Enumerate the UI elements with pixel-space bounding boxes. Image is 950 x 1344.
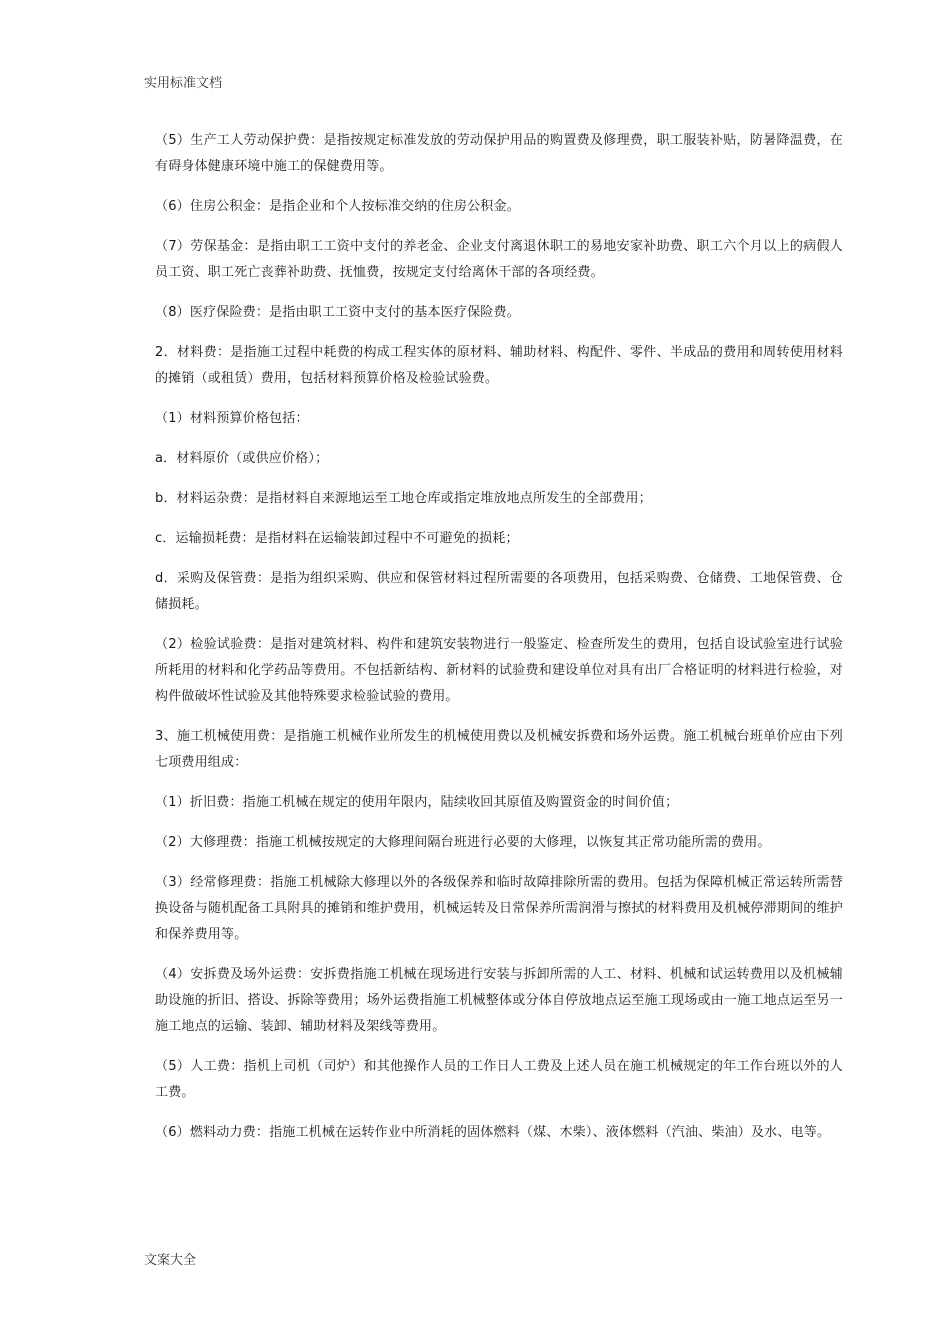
document-body [155, 128, 843, 1160]
paragraph: b．材料运杂费：是指材料自来源地运至工地仓库或指定堆放地点所发生的全部费用； [155, 491, 652, 506]
paragraph: （6）住房公积金：是指企业和个人按标准交纳的住房公积金。 [155, 199, 520, 214]
page-header: 实用标准文档 [144, 76, 223, 91]
paragraph: （3）经常修理费：指施工机械除大修理以外的各级保养和临时故障排除所需的费用。包括为保障机械正常运转所需替换设备与随机配备工具附具的摊销和维护费用，机械运转及日常保养所需润滑与擦拭的材料费用及机械停滞期间的维护和保养费用等。 [155, 875, 843, 942]
paragraph: （1）折旧费：指施工机械在规定的使用年限内，陆续收回其原值及购置资金的时间价值； [155, 795, 679, 810]
paragraph: （5）人工费：指机上司机（司炉）和其他操作人员的工作日人工费及上述人员在施工机械规定的年工作台班以外的人工费。 [155, 1059, 843, 1100]
paragraph: 3、施工机械使用费：是指施工机械作业所发生的机械使用费以及机械安拆费和场外运费。施工机械台班单价应由下列七项费用组成： [155, 729, 843, 770]
paragraph: （2）大修理费：指施工机械按规定的大修理间隔台班进行必要的大修理，以恢复其正常功能所需的费用。 [155, 835, 771, 850]
paragraph: （4）安拆费及场外运费：安拆费指施工机械在现场进行安装与拆卸所需的人工、材料、机械和试运转费用以及机械辅助设施的折旧、搭设、拆除等费用；场外运费指施工机械整体或分体自停放地点运至施工现场或由一施工地点运至另一施工地点的运输、装卸、辅助材料及架线等费用。 [155, 967, 843, 1034]
page-footer: 文案大全 [144, 1253, 197, 1268]
paragraph: （1）材料预算价格包括： [155, 411, 309, 426]
paragraph: d．采购及保管费：是指为组织采购、供应和保管材料过程所需要的各项费用，包括采购费、仓储费、工地保管费、仓储损耗。 [155, 571, 843, 612]
paragraph: （6）燃料动力费：指施工机械在运转作业中所消耗的固体燃料（煤、木柴）、液体燃料（汽油、柴油）及水、电等。 [155, 1125, 831, 1140]
paragraph: （8）医疗保险费：是指由职工工资中支付的基本医疗保险费。 [155, 305, 520, 320]
paragraph: （7）劳保基金：是指由职工工资中支付的养老金、企业支付离退休职工的易地安家补助费、职工六个月以上的病假人员工资、职工死亡丧葬补助费、抚恤费，按规定支付给离休干部的各项经费。 [155, 239, 843, 280]
paragraph: （2）检验试验费：是指对建筑材料、构件和建筑安装物进行一般鉴定、检查所发生的费用，包括自设试验室进行试验所耗用的材料和化学药品等费用。不包括新结构、新材料的试验费和建设单位对具有出厂合格证明的材料进行检验，对构件做破坏性试验及其他特殊要求检验试验的费用。 [155, 637, 843, 704]
paragraph: c．运输损耗费：是指材料在运输装卸过程中不可避免的损耗； [155, 531, 519, 546]
paragraph: 2．材料费：是指施工过程中耗费的构成工程实体的原材料、辅助材料、构配件、零件、半成品的费用和周转使用材料的摊销（或租赁）费用，包括材料预算价格及检验试验费。 [155, 345, 843, 386]
paragraph: a．材料原价（或供应价格）； [155, 451, 329, 466]
paragraph: （5）生产工人劳动保护费：是指按规定标准发放的劳动保护用品的购置费及修理费，职工服装补贴，防暑降温费，在有碍身体健康环境中施工的保健费用等。 [155, 133, 843, 174]
